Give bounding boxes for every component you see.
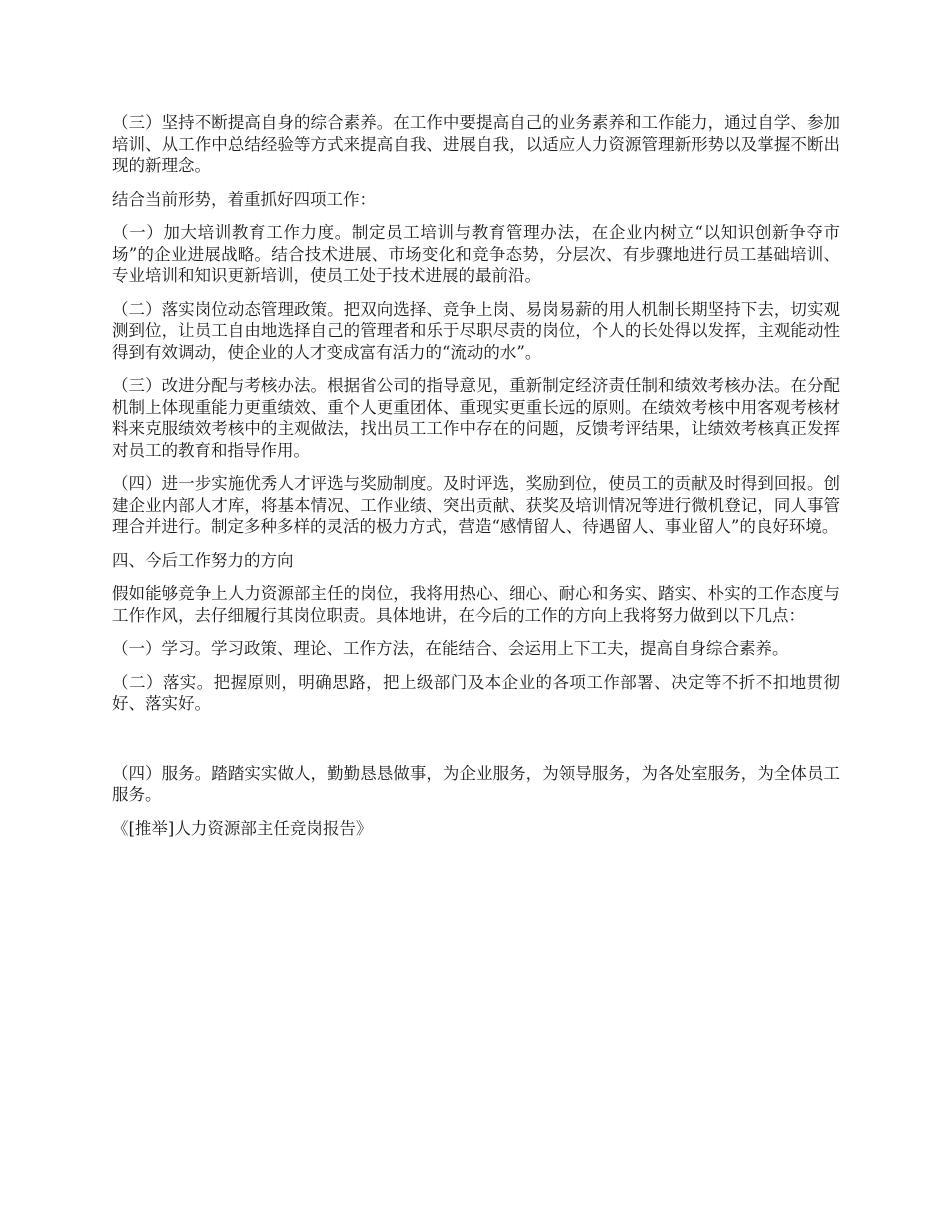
paragraph-post-management: （二）落实岗位动态管理政策。把双向选择、竞争上岗、易岗易薪的用人机制长期坚持下去，切实观测到位，让员工自由地选择自己的管理者和乐于尽职尽责的岗位，个人的长处得以发挥，主观能动性得到有效调动，使企业的人才变成富有活力的“流动的水”。 — [112, 299, 840, 362]
document-title-footer: 《[推举]人力资源部主任竞岗报告》 — [112, 818, 373, 838]
document-body — [112, 112, 840, 851]
paragraph-four-tasks-intro: 结合当前形势，着重抓好四项工作： — [112, 189, 376, 209]
paragraph-service: （四）服务。踏踏实实做人，勤勤恳恳做事，为企业服务，为领导服务，为各处室服务，为全体员工服务。 — [112, 763, 840, 804]
blank-gap — [112, 727, 840, 763]
section-heading-future-direction: 四、今后工作努力的方向 — [112, 550, 294, 570]
paragraph-implement: （二）落实。把握原则，明确思路，把上级部门及本企业的各项工作部署、决定等不折不扣地贯彻好、落实好。 — [112, 672, 840, 713]
paragraph-commitment: 假如能够竞争上人力资源部主任的岗位，我将用热心、细心、耐心和务实、踏实、朴实的工作态度与工作作风，去仔细履行其岗位职责。具体地讲，在今后的工作的方向上我将努力做到以下几点： — [112, 584, 840, 625]
paragraph-assessment: （三）改进分配与考核办法。根据省公司的指导意见，重新制定经济责任制和绩效考核办法。在分配机制上体现重能力更重绩效、重个人更重团体、重现实更重长远的原则。在绩效考核中用客观考核材料来克服绩效考核中的主观做法，找出员工工作中存在的问题，反馈考评结果，让绩效考核真正发挥对员工的教育和指导作用。 — [112, 376, 840, 460]
paragraph-talent-awards: （四）进一步实施优秀人才评选与奖励制度。及时评选，奖励到位，使员工的贡献及时得到回报。创建企业内部人才库，将基本情况、工作业绩、突出贡献、获奖及培训情况等进行微机登记，同人事管理合并进行。制定多种多样的灵活的极力方式，营造“感情留人、待遇留人、事业留人”的良好环境。 — [112, 474, 840, 536]
paragraph-improve-literacy: （三）坚持不断提高自身的综合素养。在工作中要提高自己的业务素养和工作能力，通过自学、参加培训、从工作中总结经验等方式来提高自我、进展自我，以适应人力资源管理新形势以及掌握不断出现的新理念。 — [112, 113, 840, 175]
paragraph-training: （一）加大培训教育工作力度。制定员工培训与教育管理办法，在企业内树立“以知识创新争夺市场”的企业进展战略。结合技术进展、市场变化和竞争态势，分层次、有步骤地进行员工基础培训、专业培训和知识更新培训，使员工处于技术进展的最前沿。 — [112, 223, 840, 285]
paragraph-study: （一）学习。学习政策、理论、工作方法，在能结合、会运用上下工夫，提高自身综合素养。 — [112, 639, 789, 658]
